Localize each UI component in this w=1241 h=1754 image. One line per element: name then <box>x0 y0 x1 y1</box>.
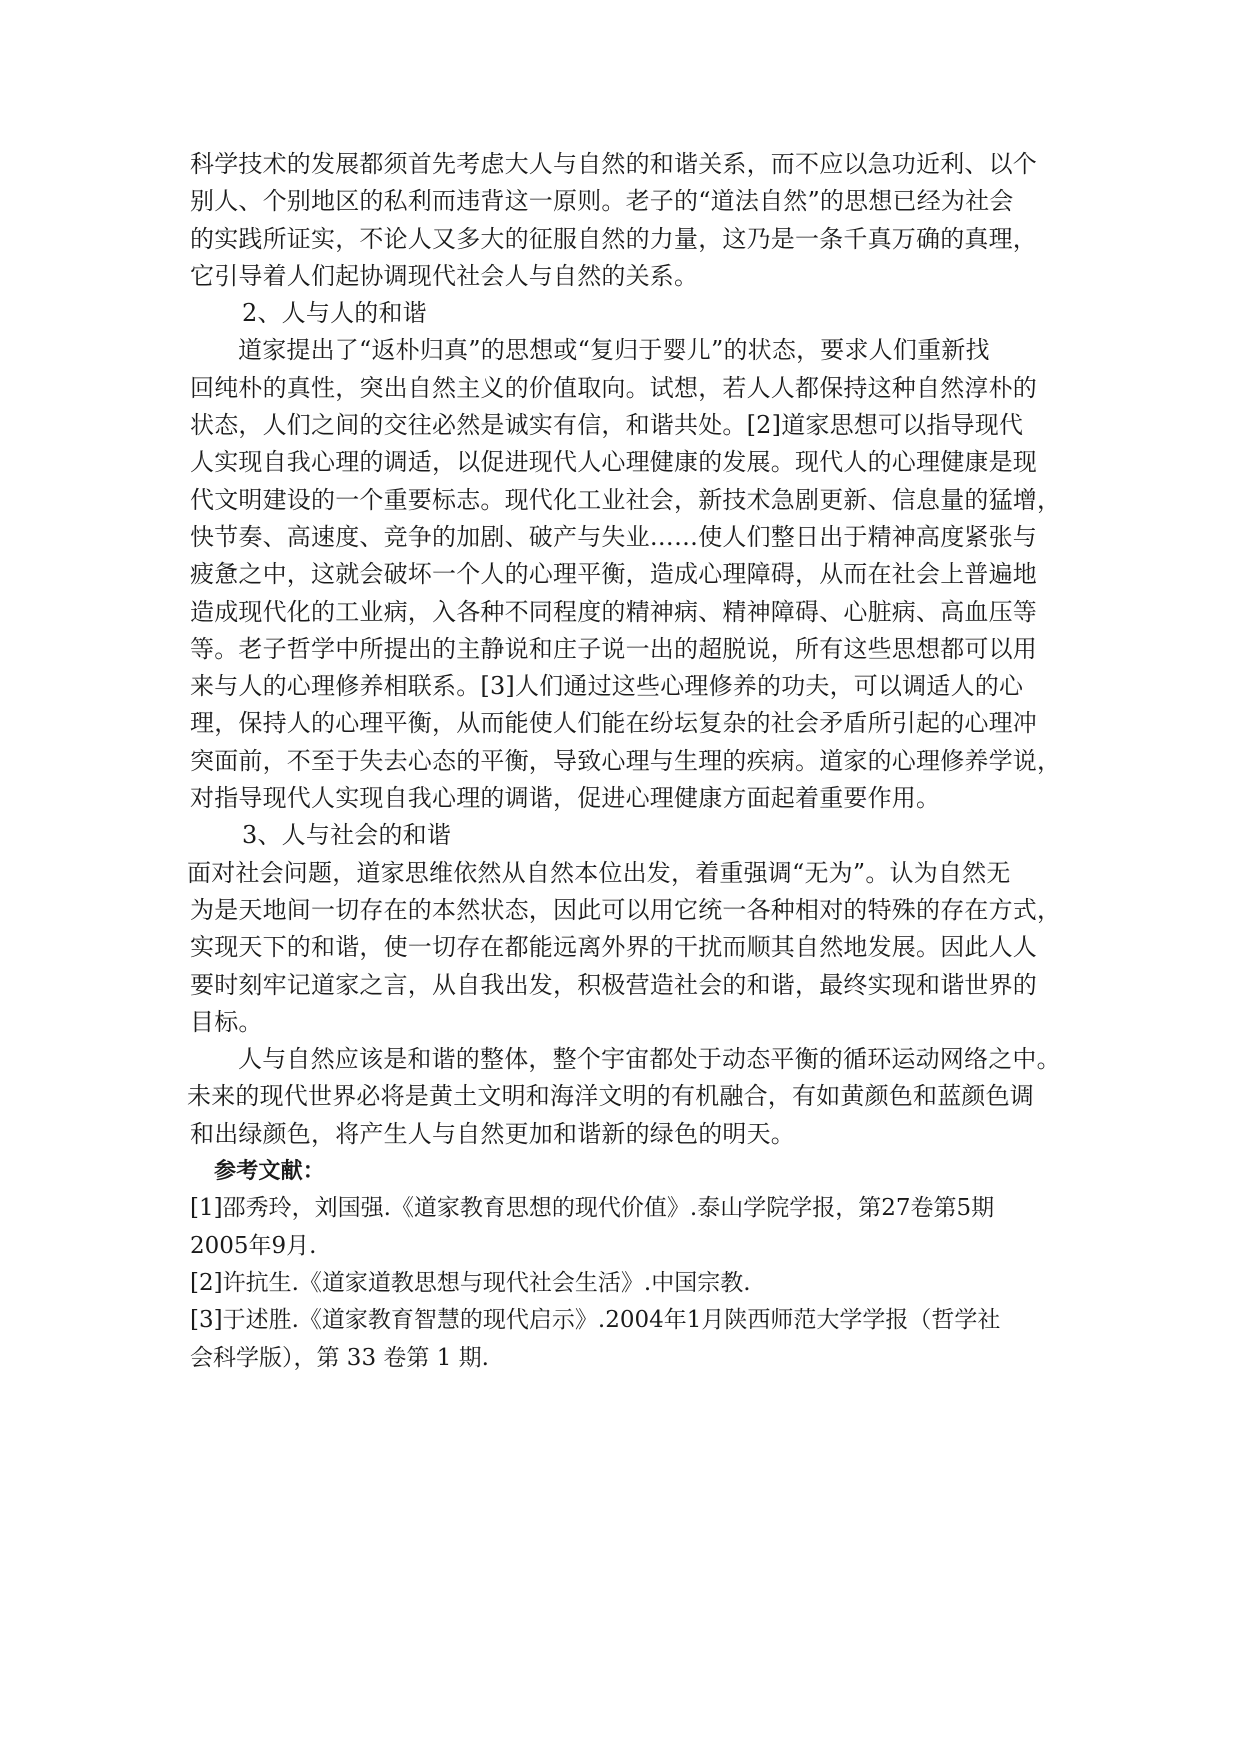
body-line: 人与自然应该是和谐的整体，整个宇宙都处于动态平衡的循环运动网络之中。 <box>238 1045 1061 1074</box>
body-line: 要时刻牢记道家之言，从自我出发，积极营造社会的和谐，最终实现和谐世界的 <box>190 970 1037 999</box>
body-line: 代文明建设的一个重要标志。现代化工业社会，新技术急剧更新、信息量的猛增， <box>190 485 1062 514</box>
document-page <box>187 146 1085 1377</box>
body-line: 疲惫之中，这就会破坏一个人的心理平衡，造成心理障碍，从而在社会上普遍地 <box>190 560 1037 589</box>
body-line: 它引导着人们起协调现代社会人与自然的关系。 <box>190 261 699 290</box>
body-line: 科学技术的发展都须首先考虑大人与自然的和谐关系，而不应以急功近利、以个 <box>190 150 1037 178</box>
section-heading: 3、人与社会的和谐 <box>242 821 452 850</box>
body-line: 状态，人们之间的交往必然是诚实有信，和谐共处。[2]道家思想可以指导现代 <box>190 411 1024 440</box>
references-title: 参考文献： <box>214 1159 326 1185</box>
body-line: 快节奏、高速度、竞争的加剧、破产与失业……使人们整日出于精神高度紧张与 <box>190 522 1037 551</box>
reference-line: 会科学版），第 33 卷第 1 期. <box>190 1344 489 1371</box>
body-line: 道家提出了“返朴归真”的思想或“复归于婴儿”的状态，要求人们重新找 <box>238 336 990 365</box>
body-line: 实现天下的和谐，使一切存在都能远离外界的干扰而顺其自然地发展。因此人人 <box>190 933 1037 962</box>
body-line: 对指导现代人实现自我心理的调谐，促进心理健康方面起着重要作用。 <box>190 784 941 813</box>
body-line: 突面前，不至于失去心态的平衡，导致心理与生理的疾病。道家的心理修养学说， <box>190 746 1062 775</box>
body-line: 等。老子哲学中所提出的主静说和庄子说一出的超脱说，所有这些思想都可以用 <box>190 634 1037 663</box>
body-line: 别人、个别地区的私利而违背这一原则。老子的“道法自然”的思想已经为社会 <box>190 187 1014 216</box>
body-line: 回纯朴的真性，突出自然主义的价值取向。试想，若人人都保持这种自然淳朴的 <box>190 373 1037 402</box>
body-line: 人实现自我心理的调适，以促进现代人心理健康的发展。现代人的心理健康是现 <box>190 448 1037 477</box>
body-line: 来与人的心理修养相联系。[3]人们通过这些心理修养的功夫，可以调适人的心 <box>190 672 1024 701</box>
body-line: 的实践所证实，不论人又多大的征服自然的力量，这乃是一条千真万确的真理， <box>190 224 1037 253</box>
body-line: 面对社会问题，道家思维依然从自然本位出发，着重强调“无为”。认为自然无 <box>187 858 1011 887</box>
body-line: 为是天地间一切存在的本然状态，因此可以用它统一各种相对的特殊的存在方式， <box>190 895 1062 924</box>
body-line: 未来的现代世界必将是黄土文明和海洋文明的有机融合，有如黄颜色和蓝颜色调 <box>187 1082 1034 1111</box>
section-heading: 2、人与人的和谐 <box>242 299 427 328</box>
reference-line: [1]邵秀玲，刘国强.《道家教育思想的现代价值》.泰山学院学报，第27卷第5期 <box>190 1195 995 1222</box>
body-line: 理，保持人的心理平衡，从而能使人们能在纷坛复杂的社会矛盾所引起的心理冲 <box>190 709 1037 738</box>
body-line: 目标。 <box>190 1007 263 1036</box>
reference-line: [2]许抗生.《道家道教思想与现代社会生活》.中国宗教. <box>190 1269 751 1296</box>
body-line: 造成现代化的工业病，入各种不同程度的精神病、精神障碍、心脏病、高血压等 <box>190 597 1037 626</box>
body-line: 和出绿颜色，将产生人与自然更加和谐新的绿色的明天。 <box>190 1119 795 1148</box>
reference-line: [3]于述胜.《道家教育智慧的现代启示》.2004年1月陕西师范大学学报（哲学社 <box>190 1307 1001 1334</box>
reference-line: 2005年9月. <box>190 1232 317 1259</box>
